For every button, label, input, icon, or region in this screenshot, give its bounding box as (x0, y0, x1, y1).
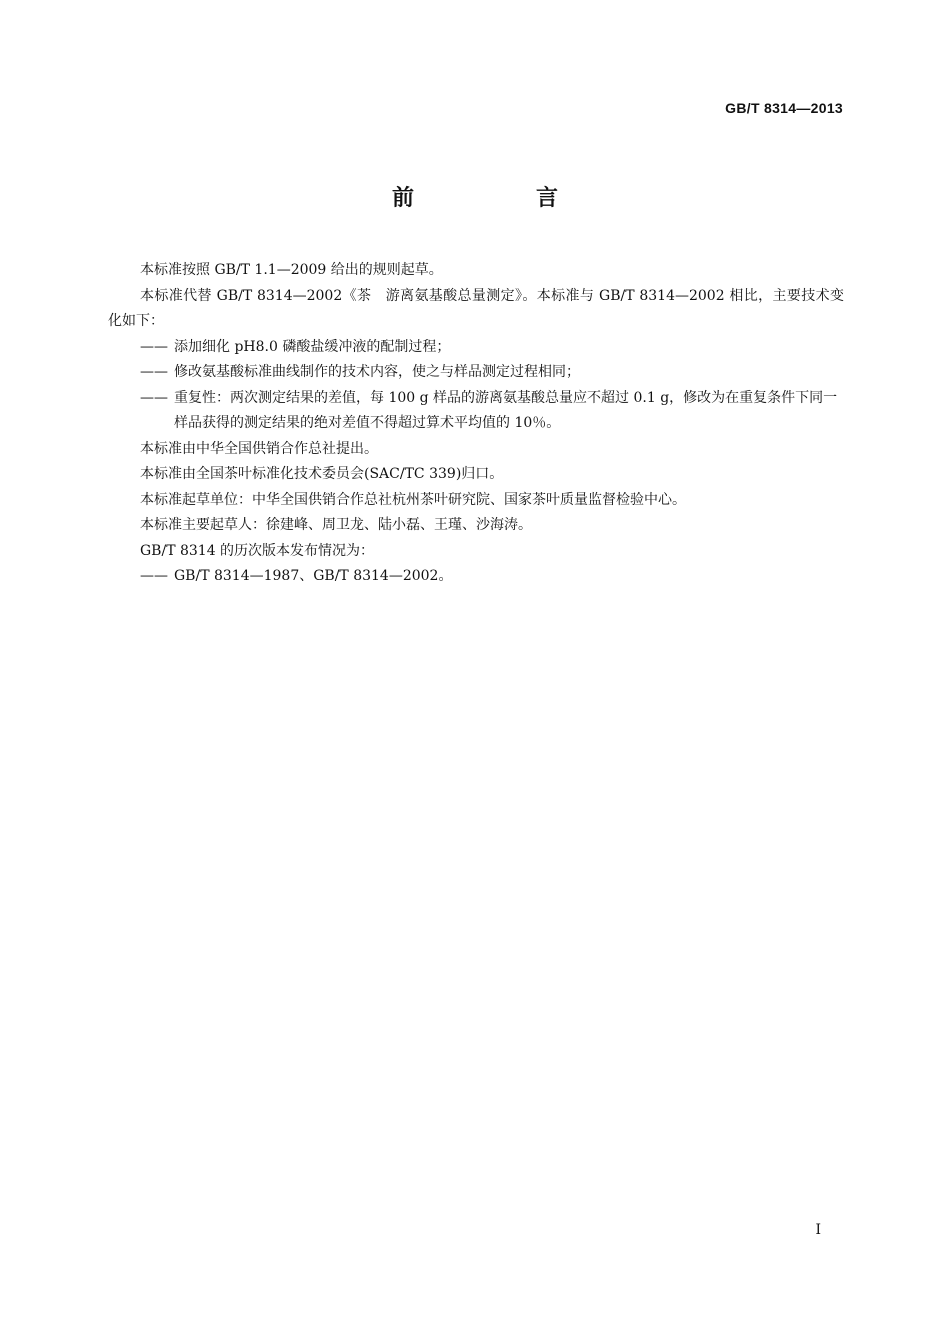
paragraph-version-history: GB/T 8314 的历次版本发布情况为： (140, 542, 375, 559)
standard-code-header: GB/T 8314—2013 (725, 100, 843, 116)
list-item-text: 修改氨基酸标准曲线制作的技术内容，使之与样品测定过程相同； (174, 364, 580, 380)
list-item-text: GB/T 8314—1987、GB/T 8314—2002。 (174, 568, 453, 584)
paragraph-committee: 本标准由全国茶叶标准化技术委员会(SAC/TC 339)归口。 (140, 466, 504, 482)
dash-mark: —— (140, 568, 168, 584)
list-item (108, 335, 844, 361)
page-title: 前 言 (391, 186, 608, 211)
paragraph-replacement: 本标准代替 GB/T 8314—2002《茶 游离氨基酸总量测定》。本标准与 GB/T 8314—2002 相比，主要技术变化如下： (108, 287, 844, 329)
dash-mark: —— (140, 338, 168, 355)
list-item-text: 添加细化 pH8.0 磷酸盐缓冲液的配制过程； (174, 338, 451, 355)
page-number: I (815, 1222, 821, 1238)
list-item (108, 360, 844, 386)
paragraph-proposer: 本标准由中华全国供销合作总社提出。 (140, 440, 378, 457)
dash-mark: —— (140, 364, 168, 380)
list-item (108, 564, 844, 590)
list-item (108, 386, 844, 437)
paragraph-drafting-units: 本标准起草单位：中华全国供销合作总社杭州茶叶研究院、国家茶叶质量监督检验中心。 (140, 491, 686, 508)
list-item-text: 重复性：两次测定结果的差值，每 100 g 样品的游离氨基酸总量应不超过 0.1 g，修改为在重复条件下同一样品获得的测定结果的绝对差值不得超过算术平均值的 10％。 (174, 389, 838, 431)
paragraph-drafters: 本标准主要起草人：徐建峰、周卫龙、陆小磊、王瑾、沙海涛。 (140, 517, 532, 533)
foreword-body (108, 258, 844, 590)
dash-mark: —— (140, 389, 168, 406)
paragraph-drafting-rule: 本标准按照 GB/T 1.1—2009 给出的规则起草。 (140, 262, 443, 278)
